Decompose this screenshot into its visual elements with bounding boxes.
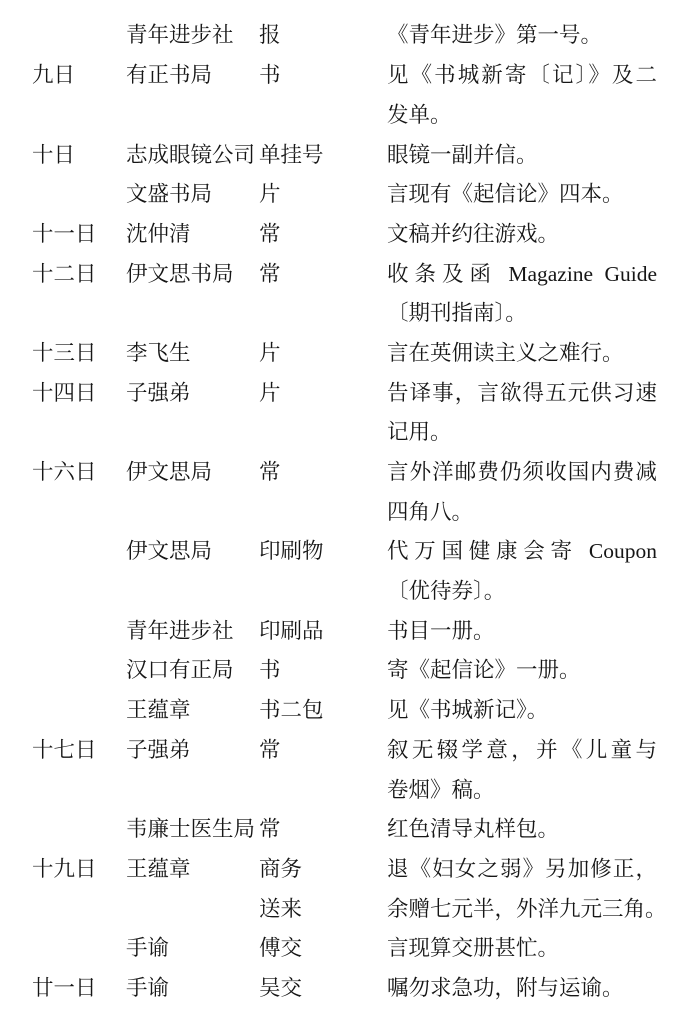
entry-sender: 伊文思书局	[126, 261, 234, 286]
entry-description: 言现有《起信论》四本。	[387, 182, 624, 207]
table-row	[0, 770, 688, 810]
table-row	[0, 334, 688, 374]
table-row	[0, 16, 688, 56]
entry-date: 十六日	[32, 460, 97, 485]
entry-date: 十一日	[32, 221, 97, 246]
table-row	[0, 929, 688, 969]
entry-description: 文稿并约往游戏。	[387, 221, 560, 246]
table-row	[0, 572, 688, 612]
entry-date: 十二日	[32, 261, 97, 286]
entry-description: 见《书城新寄〔记〕》及二	[387, 63, 657, 88]
table-row	[0, 611, 688, 651]
entry-description: 退《妇女之弱》另加修正，	[387, 856, 657, 881]
table-row	[0, 294, 688, 334]
entry-sender: 子强弟	[126, 737, 191, 762]
entry-sender: 有正书局	[126, 63, 213, 88]
entry-type: 商务	[259, 856, 303, 881]
entry-sender: 手谕	[126, 975, 170, 1000]
entry-type: 片	[259, 182, 281, 207]
entry-date: 十三日	[32, 340, 97, 365]
entry-type: 常	[259, 817, 281, 842]
entry-date: 十九日	[32, 856, 97, 881]
entry-type: 印刷物	[259, 539, 324, 564]
entry-description: 记用。	[387, 420, 452, 445]
entry-sender: 青年进步社	[126, 618, 234, 643]
entry-description: 卷烟》稿。	[387, 777, 495, 802]
table-row	[0, 492, 688, 532]
table-row	[0, 532, 688, 572]
entry-type: 常	[259, 460, 281, 485]
entry-type: 报	[259, 23, 281, 48]
entry-date: 十日	[32, 142, 76, 167]
entry-sender: 手谕	[126, 936, 170, 961]
table-row	[0, 95, 688, 135]
entry-type: 常	[259, 261, 281, 286]
entry-date: 十四日	[32, 380, 97, 405]
entry-type: 吴交	[259, 975, 303, 1000]
entry-type: 送来	[259, 896, 303, 921]
entry-sender: 王蕴章	[126, 698, 191, 723]
entry-type: 片	[259, 380, 281, 405]
table-row	[0, 373, 688, 413]
table-row	[0, 453, 688, 493]
ledger-table	[0, 16, 688, 1008]
table-row	[0, 889, 688, 929]
table-row	[0, 849, 688, 889]
entry-description: 红色清导丸样包。	[387, 817, 560, 842]
entry-sender: 文盛书局	[126, 182, 213, 207]
entry-sender: 伊文思局	[126, 539, 213, 564]
entry-description: 余赠七元半，外洋九元三角。	[387, 896, 667, 921]
entry-description: 〔优待券〕。	[387, 579, 506, 604]
entry-type: 常	[259, 737, 281, 762]
entry-description: 寄《起信论》一册。	[387, 658, 581, 683]
table-row	[0, 651, 688, 691]
entry-sender: 伊文思局	[126, 460, 213, 485]
entry-sender: 李飞生	[126, 340, 191, 365]
entry-type: 书	[259, 658, 281, 683]
entry-description: 收条及函 Magazine Guide	[387, 261, 657, 286]
entry-date: 九日	[32, 63, 76, 88]
entry-description: 书目一册。	[387, 618, 495, 643]
entry-sender: 汉口有正局	[126, 658, 234, 683]
entry-description: 〔期刊指南〕。	[387, 301, 527, 326]
table-row	[0, 214, 688, 254]
entry-description: 告译事，言欲得五元供习速	[387, 380, 657, 405]
table-row	[0, 56, 688, 96]
table-row	[0, 810, 688, 850]
entry-sender: 沈仲清	[126, 221, 191, 246]
table-row	[0, 691, 688, 731]
entry-description: 叙无辍学意，并《儿童与	[387, 737, 657, 762]
entry-type: 单挂号	[259, 142, 324, 167]
entry-sender: 青年进步社	[126, 23, 234, 48]
entry-description: 代万国健康会寄 Coupon	[387, 539, 657, 564]
entry-sender: 志成眼镜公司	[126, 142, 256, 167]
entry-description: 发单。	[387, 102, 452, 127]
entry-description: 见《书城新记》。	[387, 698, 549, 723]
table-row	[0, 135, 688, 175]
entry-date: 十七日	[32, 737, 97, 762]
entry-description: 眼镜一副并信。	[387, 142, 538, 167]
entry-sender: 王蕴章	[126, 856, 191, 881]
table-row	[0, 730, 688, 770]
entry-type: 傅交	[259, 936, 303, 961]
entry-type: 书	[259, 63, 281, 88]
entry-type: 书二包	[259, 698, 324, 723]
entry-description: 《青年进步》第一号。	[387, 23, 603, 48]
entry-type: 常	[259, 221, 281, 246]
entry-sender: 子强弟	[126, 380, 191, 405]
table-row	[0, 175, 688, 215]
entry-sender: 韦廉士医生局	[126, 817, 256, 842]
entry-description: 言外洋邮费仍须收国内费减	[387, 460, 657, 485]
table-row	[0, 254, 688, 294]
entry-type: 片	[259, 340, 281, 365]
table-row	[0, 413, 688, 453]
entry-date: 廿一日	[32, 975, 97, 1000]
table-row	[0, 969, 688, 1009]
entry-description: 言在英佣读主义之难行。	[387, 340, 624, 365]
entry-description: 言现算交册甚忙。	[387, 936, 560, 961]
entry-description: 四角八。	[387, 499, 474, 524]
entry-description: 嘱勿求急功，附与运谕。	[387, 975, 624, 1000]
entry-type: 印刷品	[259, 618, 324, 643]
